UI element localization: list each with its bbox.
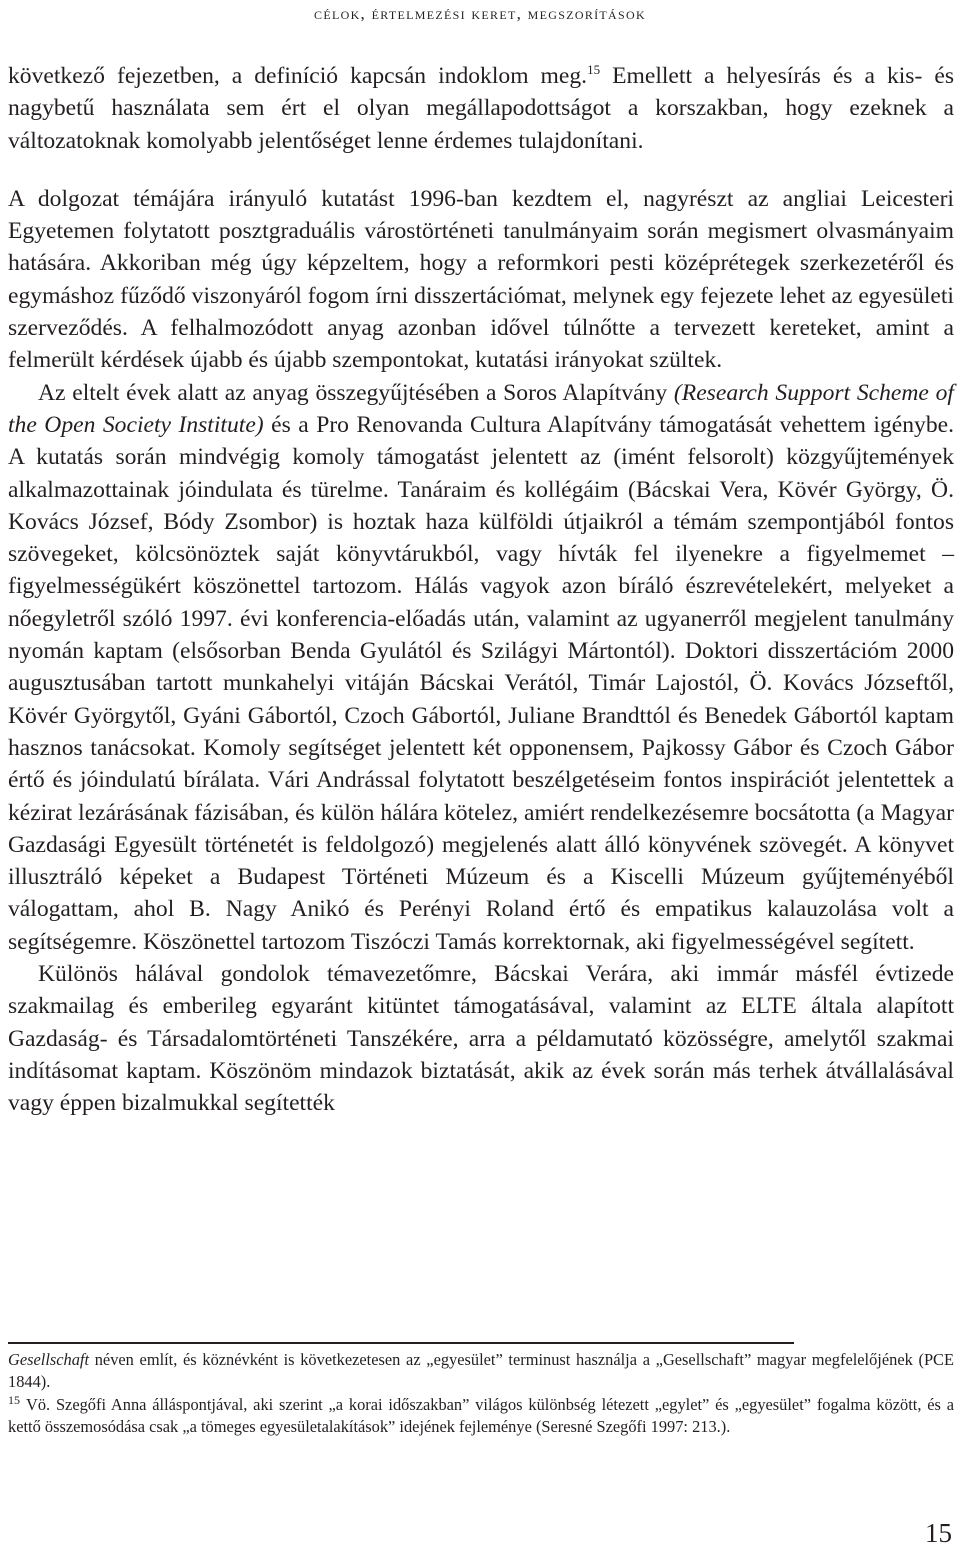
running-head: célok, értelmezési keret, megszorítások	[314, 4, 646, 23]
footnote-italic-term: Gesellschaft	[8, 1350, 90, 1369]
footnote-text: Vö. Szegőfi Anna álláspontjával, aki szerint „a korai időszakban” világos különbség létezett „egylet” és „egyesület” fogalma között, és a kettő összemosódása csak „a tömeges egyesületalakítások” idejének fejleménye (Seresné Szegőfi 1997: 213.).	[8, 1394, 954, 1436]
paragraph-1	[8, 60, 954, 157]
main-text	[8, 60, 954, 1120]
footnote-rule	[8, 1342, 794, 1344]
paragraph-text: Az eltelt évek alatt az anyag összegyűjtésében a Soros Alapítvány	[38, 379, 674, 406]
page-number: 15	[925, 1518, 952, 1548]
paragraph-text: és a Pro Renovanda Cultura Alapítvány támogatását vehettem igénybe. A kutatás során mindvégig komoly támogatást jelentett az (imént felsorolt) közgyűjtemények alkalmazottainak jóindulata és türelme. Tanáraim és kollégáim (Bácskai Vera, Kövér György, Ö. Kovács József, Bódy Zsombor) is hoztak haza külföldi útjaikról a témám szempontjából fontos szövegeket, kölcsönöztek saját könyvtárukból, vagy hívták fel ilyenekre a figyelmemet – figyelmességükért köszönettel tartozom. Hálás vagyok azon bíráló észrevételekért, melyeket a nőegyletről szóló 1997. évi konferencia-előadás után, valamint az ugyanerről megjelent tanulmány nyomán kaptam (elsősorban Benda Gyulától és Szilágyi Mártontól). Doktori disszertációm 2000 augusztusában tartott munkahelyi vitáján Bácskai Verától, Timár Lajostól, Ö. Kovács Józseftől, Kövér Györgytől, Gyáni Gábortól, Czoch Gábortól, Juliane Brandttól és Benedek Gábortól kaptam hasznos tanácsokat. Komoly segítséget jelentett két opponensem, Pajkossy Gábor és Czoch Gábor értő és jóindulatú bírálata. Vári Andrással folytatott beszélgetéseim fontos inspirációt jelentettek a kézirat lezárásának fázisában, és külön hálára kötelez, amiért rendelkezésemre bocsátotta (a Magyar Gazdasági Egyesült történetét is feldolgozó) megjelenés alatt álló könyvének szövegét. A könyvet illusztráló képeket a Budapest Történeti Múzeum és a Kiscelli Múzeum gyűjteményéből válogattam, ahol B. Nagy Anikó és Perényi Roland értő és empatikus kalauzolása volt a segítségemre. Köszönettel tartozom Tiszóczi Tamás korrektornak, aki figyelmességével segített.	[8, 411, 954, 955]
paragraph-3	[8, 377, 954, 958]
footnote-ref-15: 15	[587, 62, 601, 77]
paragraph-2: A dolgozat témájára irányuló kutatást 1996-ban kezdtem el, nagyrészt az angliai Leicesteri Egyetemen folytatott posztgraduális várostörténeti tanulmányaim során megismert olvasmányaim hatására. Akkoriban még úgy képzeltem, hogy a reformkori pesti középrétegek szerkezetéről és egymáshoz fűződő viszonyáról fogom írni disszertációmat, melynek egy fejezete lehet az egyesületi szerveződés. A felhalmozódott anyag azonban idővel túlnőtte a tervezett kereteket, amint a felmerült kérdések újabb és újabb szempontokat, kutatási irányokat szültek.	[8, 185, 954, 374]
institution-name-italic: (Research Support Scheme of the Open Society Institute)	[8, 379, 954, 438]
paragraph-text: Emellett a helyesírás és a kis- és nagybetű használata sem ért el olyan megállapodottságot a korszakban, hogy ezeknek a változatoknak komolyabb jelentőséget lenne érdemes tulajdonítani.	[8, 63, 955, 154]
footnote-continued	[8, 1349, 954, 1394]
footnotes	[8, 1349, 954, 1438]
footnote-15	[8, 1394, 954, 1439]
paragraph-text: következő fejezetben, a definíció kapcsán indoklom meg.	[8, 63, 588, 89]
footnote-number: 15	[8, 1392, 20, 1407]
paragraph-4: Különös hálával gondolok témavezetőmre, Bácskai Verára, aki immár másfél évtizede szakmailag és emberileg egyaránt kitüntet támogatásával, valamint az ELTE általa alapított Gazdaság- és Társadalomtörténeti Tanszékére, arra a példamutató közösségre, amelytől szakmai indításomat kaptam. Köszönöm mindazok biztatását, akik az évek során más terhek átvállalásával vagy éppen bizalmukkal segítették	[8, 961, 954, 1117]
footnote-text: néven említ, és köznévként is következetesen az „egyesület” terminust használja a „Gesellschaft” magyar megfelelőjének (PCE 1844).	[8, 1350, 954, 1392]
